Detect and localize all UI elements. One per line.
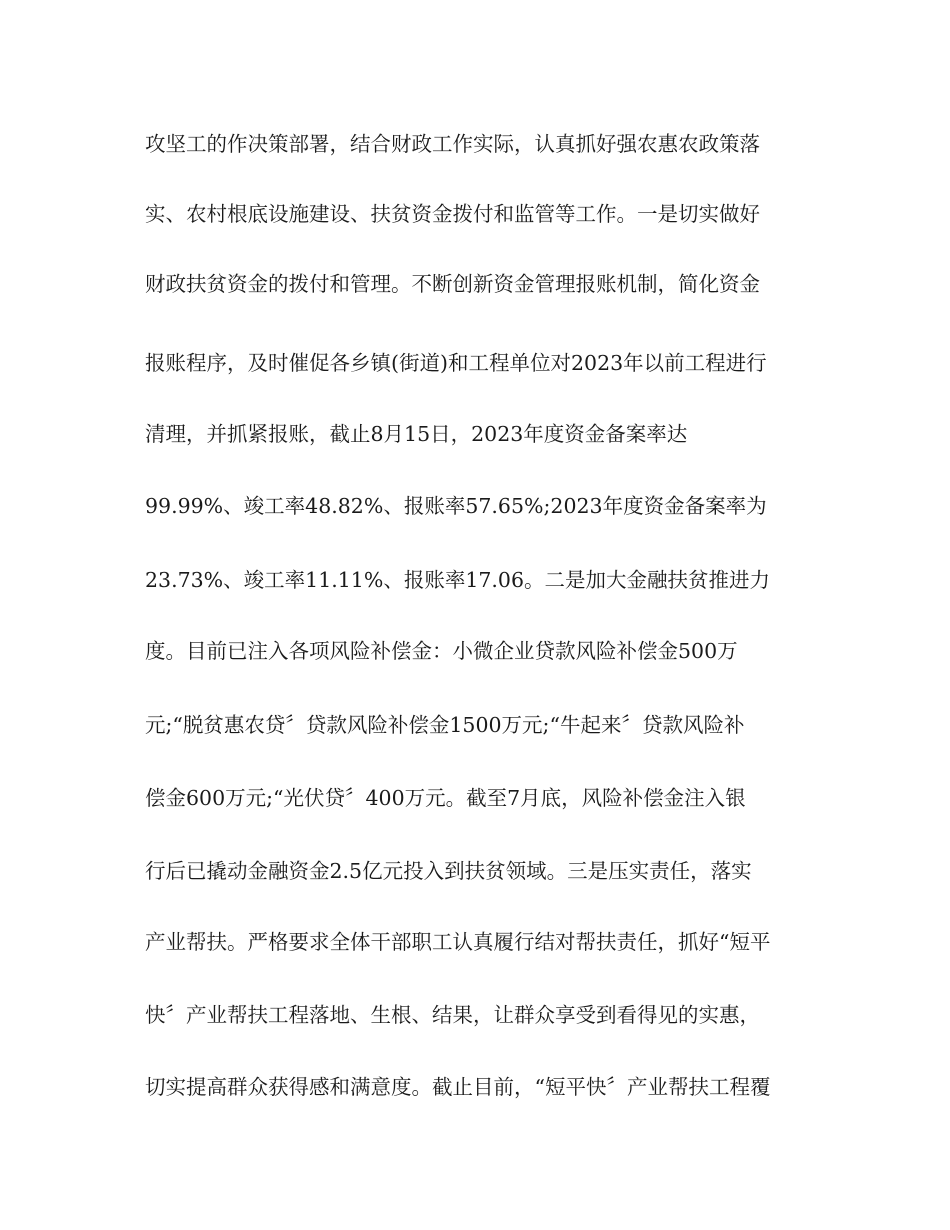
paragraph-line-8: 度。目前已注入各项风险补偿金：小微企业贷款风险补偿金500万: [145, 639, 738, 663]
paragraph-line-6: 99.99%、竣工率48.82%、报账率57.65%;2023年度资金备案率为: [145, 494, 767, 518]
paragraph-line-1: 攻坚工的作决策部署，结合财政工作实际，认真抓好强农惠农政策落: [145, 132, 760, 156]
paragraph-line-9: 元;“脱贫惠农贷〞贷款风险补偿金1500万元;“牛起来〞贷款风险补: [145, 713, 745, 737]
paragraph-line-4: 报账程序，及时催促各乡镇(街道)和工程单位对2023年以前工程进行: [145, 351, 767, 375]
paragraph-line-11: 行后已撬动金融资金2.5亿元投入到扶贫领域。三是压实责任，落实: [145, 859, 752, 883]
paragraph-line-7: 23.73%、竣工率11.11%、报账率17.06。二是加大金融扶贫推进力: [145, 568, 771, 592]
paragraph-line-3: 财政扶贫资金的拨付和管理。不断创新资金管理报账机制，简化资金: [145, 272, 760, 296]
paragraph-line-13: 快〞产业帮扶工程落地、生根、结果，让群众享受到看得见的实惠，: [145, 1003, 760, 1027]
paragraph-line-5: 清理，并抓紧报账，截止8月15日，2023年度资金备案率达: [145, 422, 688, 446]
paragraph-line-12: 产业帮扶。严格要求全体干部职工认真履行结对帮扶责任，抓好“短平: [145, 930, 771, 954]
paragraph-line-10: 偿金600万元;“光伏贷〞400万元。截至7月底，风险补偿金注入银: [145, 786, 746, 810]
paragraph-line-14: 切实提高群众获得感和满意度。截止目前，“短平快〞产业帮扶工程覆: [145, 1075, 771, 1099]
paragraph-line-2: 实、农村根底设施建设、扶贫资金拨付和监管等工作。一是切实做好: [145, 202, 760, 226]
